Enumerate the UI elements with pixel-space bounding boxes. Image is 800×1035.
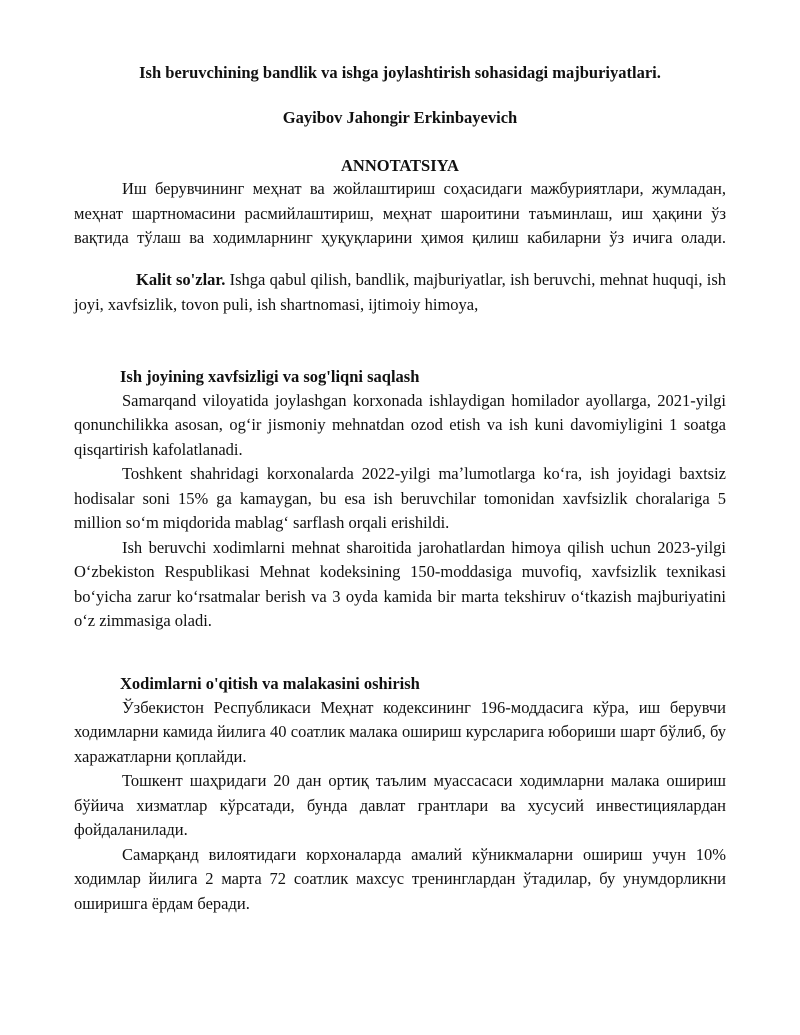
section-heading-safety: Ish joyining xavfsizligi va sog'liqni saqlash [120, 366, 420, 386]
keywords-paragraph [74, 267, 726, 317]
keywords-text: Ishga qabul qilish, bandlik, majburiyatlar, ish beruvchi, mehnat huquqi, ish joyi, xavfsizlik, tovon puli, ish shartnomasi, ijtimoiy himoya, [74, 269, 726, 314]
paragraph: Samarqand viloyatida joylashgan korxonada ishlaydigan homilador ayollarga, 2021-yilgi qonunchilikka asosan, ogʻir jismoniy mehnatdan ozod etish va ish kuni davomiyligini 1 soatga qisqartirish kafolatlanadi. [74, 390, 726, 459]
annotation-heading: ANNOTATSIYA [341, 156, 459, 175]
paragraph: Самарқанд вилоятидаги корхоналарда амалий кўникмаларни ошириш учун 10% ходимлар йилига 2 марта 72 соатлик махсус тренинглардан ўтадилар, бу унумдорликни оширишга ёрдам беради. [74, 844, 726, 913]
author-name: Gayibov Jahongir Erkinbayevich [282, 108, 518, 127]
document-title: Ish beruvchining bandlik va ishga joylashtirish sohasidagi majburiyatlari. [139, 63, 661, 82]
section-heading-training: Xodimlarni o'qitish va malakasini oshirish [120, 673, 420, 693]
paragraph: Тошкент шаҳридаги 20 дан ортиқ таълим муассасаси ходимларни малака ошириш бўйича хизматлар кўрсатади, бунда давлат грантлари ва хусусий инвестициялардан фойдаланилади. [74, 771, 726, 839]
document-page [74, 62, 726, 916]
annotation-text: Иш берувчининг меҳнат ва жойлаштириш соҳасидаги мажбуриятлари, жумладан, меҳнат шартномасини расмийлаштириш, меҳнат шароитини таъминлаш, иш ҳақини ўз вақтида тўлаш ва ходимларнинг ҳуқуқларини ҳимоя қилиш кабиларни ўз ичига олади. [74, 179, 726, 247]
paragraph: Ўзбекистон Республикаси Меҳнат кодексининг 196-моддасига кўра, иш берувчи ходимларни камида йилига 40 соатлик малака ошириш курсларига юбориши шарт бўлиб, бу харажатларни қоплайди. [74, 697, 726, 766]
paragraph: Ish beruvchi xodimlarni mehnat sharoitida jarohatlardan himoya qilish uchun 2023-yilgi Oʻzbekiston Respublikasi Mehnat kodeksining 150-moddasiga muvofiq, xavfsizlik texnikasi boʻyicha zarur koʻrsatmalar berish va 3 oyda kamida bir marta tekshiruv oʻtkazish majburiyatini oʻz zimmasiga oladi. [74, 537, 726, 630]
keywords-label: Kalit so'zlar. [136, 269, 226, 289]
paragraph: Toshkent shahridagi korxonalarda 2022-yilgi maʼlumotlarga koʻra, ish joyidagi baxtsiz hodisalar soni 15% ga kamaygan, bu esa ish beruvchilar tomonidan xavfsizlik choralariga 5 million soʻm miqdorida mablagʻ sarflash orqali erishildi. [74, 464, 726, 532]
